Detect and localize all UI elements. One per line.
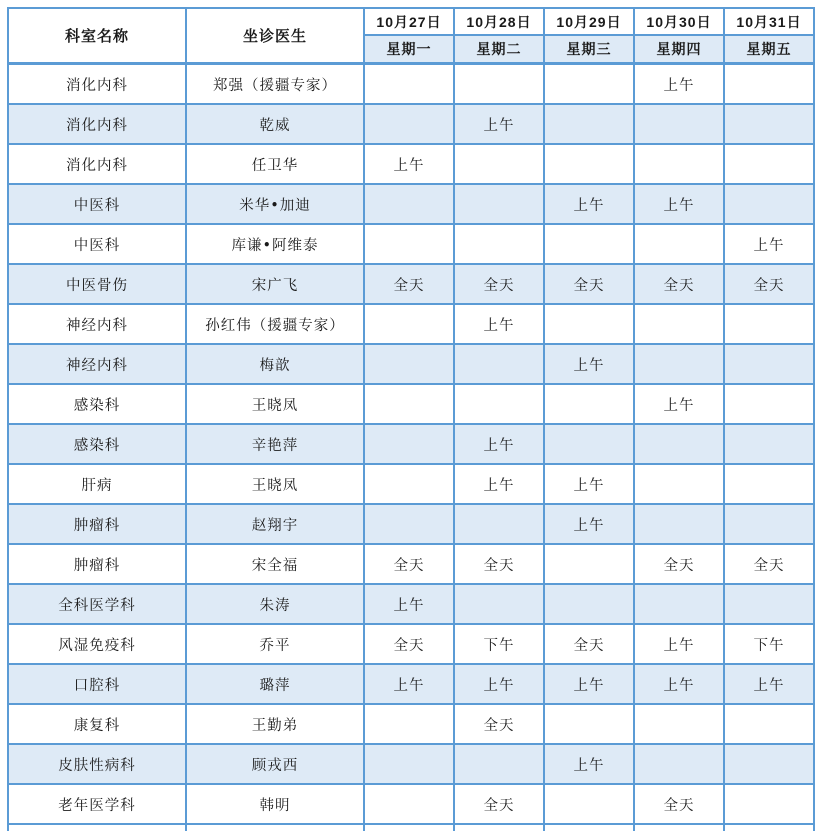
schedule-cell — [454, 64, 544, 105]
table-header — [8, 8, 814, 64]
table-row — [8, 504, 814, 544]
schedule-cell — [544, 424, 634, 464]
department-cell: 消化内科 — [8, 144, 186, 184]
schedule-cell: 上午 — [724, 224, 814, 264]
schedule-cell — [634, 744, 724, 784]
doctor-cell: 赵翔宇 — [186, 504, 364, 544]
doctor-cell: 孙红伟（援疆专家） — [186, 304, 364, 344]
schedule-cell: 下午 — [454, 624, 544, 664]
schedule-cell: 全天 — [724, 544, 814, 584]
department-cell: 神经内科 — [8, 304, 186, 344]
schedule-table — [7, 7, 815, 831]
schedule-cell — [454, 384, 544, 424]
schedule-cell — [544, 544, 634, 584]
department-cell: 风湿免疫科 — [8, 624, 186, 664]
schedule-cell: 上午 — [364, 584, 454, 624]
doctor-cell: 王晓凤 — [186, 464, 364, 504]
schedule-cell — [364, 184, 454, 224]
schedule-cell — [364, 344, 454, 384]
header-date-2: 10月28日 — [454, 8, 544, 35]
table-row — [8, 424, 814, 464]
schedule-cell: 全天 — [364, 544, 454, 584]
schedule-cell — [544, 144, 634, 184]
doctor-cell: 库谦•阿维泰 — [186, 224, 364, 264]
schedule-cell: 上午 — [634, 184, 724, 224]
schedule-cell — [724, 704, 814, 744]
empty-cell — [724, 824, 814, 831]
table-row — [8, 264, 814, 304]
header-date-5: 10月31日 — [724, 8, 814, 35]
empty-cell — [8, 824, 186, 831]
schedule-cell — [544, 104, 634, 144]
table-row — [8, 624, 814, 664]
schedule-cell — [724, 144, 814, 184]
schedule-cell — [454, 224, 544, 264]
department-cell: 消化内科 — [8, 64, 186, 105]
schedule-cell: 全天 — [724, 264, 814, 304]
col-header-department: 科室名称 — [8, 8, 186, 64]
department-cell: 全科医学科 — [8, 584, 186, 624]
schedule-cell — [634, 144, 724, 184]
doctor-cell: 梅歆 — [186, 344, 364, 384]
schedule-cell — [634, 344, 724, 384]
header-weekday-4: 星期四 — [634, 35, 724, 64]
doctor-cell: 璐萍 — [186, 664, 364, 704]
schedule-cell — [724, 104, 814, 144]
schedule-cell: 上午 — [724, 664, 814, 704]
table-row — [8, 224, 814, 264]
schedule-cell — [364, 384, 454, 424]
header-weekday-3: 星期三 — [544, 35, 634, 64]
schedule-cell: 全天 — [634, 264, 724, 304]
empty-cell — [186, 824, 364, 831]
schedule-cell — [724, 64, 814, 105]
header-date-4: 10月30日 — [634, 8, 724, 35]
schedule-cell — [364, 504, 454, 544]
department-cell: 肿瘤科 — [8, 544, 186, 584]
doctor-cell: 顾戎西 — [186, 744, 364, 784]
doctor-cell: 米华•加迪 — [186, 184, 364, 224]
schedule-cell: 上午 — [544, 344, 634, 384]
schedule-cell: 全天 — [634, 544, 724, 584]
schedule-cell — [634, 504, 724, 544]
doctor-cell: 辛艳萍 — [186, 424, 364, 464]
table-row — [8, 584, 814, 624]
schedule-cell: 上午 — [634, 624, 724, 664]
doctor-cell: 任卫华 — [186, 144, 364, 184]
schedule-cell — [634, 464, 724, 504]
schedule-cell: 全天 — [454, 704, 544, 744]
schedule-cell — [634, 304, 724, 344]
schedule-cell — [634, 704, 724, 744]
schedule-cell — [454, 344, 544, 384]
department-cell: 肿瘤科 — [8, 504, 186, 544]
empty-cell — [544, 824, 634, 831]
header-weekday-5: 星期五 — [724, 35, 814, 64]
department-cell: 感染科 — [8, 424, 186, 464]
doctor-cell: 宋全福 — [186, 544, 364, 584]
schedule-cell — [724, 304, 814, 344]
department-cell: 消化内科 — [8, 104, 186, 144]
table-row — [8, 104, 814, 144]
schedule-cell: 上午 — [544, 744, 634, 784]
department-cell: 神经内科 — [8, 344, 186, 384]
schedule-cell — [724, 384, 814, 424]
schedule-cell: 上午 — [454, 664, 544, 704]
table-row — [8, 184, 814, 224]
table-row — [8, 384, 814, 424]
table-row — [8, 784, 814, 824]
schedule-cell — [364, 224, 454, 264]
doctor-cell: 韩明 — [186, 784, 364, 824]
schedule-cell: 全天 — [544, 624, 634, 664]
schedule-cell — [454, 504, 544, 544]
department-cell: 康复科 — [8, 704, 186, 744]
schedule-cell: 下午 — [724, 624, 814, 664]
schedule-cell: 上午 — [634, 64, 724, 105]
schedule-cell: 上午 — [454, 464, 544, 504]
schedule-cell — [544, 784, 634, 824]
schedule-cell — [544, 64, 634, 105]
doctor-cell: 乾威 — [186, 104, 364, 144]
department-cell: 中医科 — [8, 184, 186, 224]
schedule-cell — [454, 744, 544, 784]
schedule-cell — [364, 424, 454, 464]
schedule-cell: 全天 — [544, 264, 634, 304]
empty-cell — [454, 824, 544, 831]
schedule-cell — [724, 424, 814, 464]
schedule-cell — [364, 64, 454, 105]
schedule-cell — [454, 584, 544, 624]
doctor-cell: 宋广飞 — [186, 264, 364, 304]
schedule-cell: 上午 — [454, 104, 544, 144]
header-date-1: 10月27日 — [364, 8, 454, 35]
empty-cell — [634, 824, 724, 831]
header-date-row — [8, 8, 814, 35]
schedule-cell — [454, 144, 544, 184]
department-cell: 感染科 — [8, 384, 186, 424]
schedule-cell — [634, 104, 724, 144]
schedule-cell — [364, 304, 454, 344]
schedule-cell: 上午 — [544, 664, 634, 704]
schedule-cell — [724, 344, 814, 384]
schedule-cell — [544, 384, 634, 424]
doctor-cell: 朱涛 — [186, 584, 364, 624]
table-row — [8, 344, 814, 384]
table-row-partial — [8, 824, 814, 831]
table-row — [8, 744, 814, 784]
schedule-cell — [634, 224, 724, 264]
schedule-cell: 全天 — [364, 624, 454, 664]
schedule-cell: 全天 — [454, 264, 544, 304]
empty-cell — [364, 824, 454, 831]
schedule-cell — [724, 464, 814, 504]
department-cell: 中医科 — [8, 224, 186, 264]
schedule-cell: 上午 — [544, 464, 634, 504]
table-row — [8, 144, 814, 184]
department-cell: 老年医学科 — [8, 784, 186, 824]
department-cell: 中医骨伤 — [8, 264, 186, 304]
table-row — [8, 664, 814, 704]
table-row — [8, 704, 814, 744]
table-row — [8, 544, 814, 584]
table-row — [8, 464, 814, 504]
schedule-cell: 上午 — [364, 664, 454, 704]
doctor-cell: 王勤弟 — [186, 704, 364, 744]
schedule-cell — [364, 704, 454, 744]
table-row — [8, 304, 814, 344]
schedule-cell — [544, 584, 634, 624]
schedule-cell: 全天 — [364, 264, 454, 304]
schedule-cell — [724, 184, 814, 224]
header-weekday-2: 星期二 — [454, 35, 544, 64]
schedule-cell: 上午 — [544, 184, 634, 224]
schedule-cell — [544, 704, 634, 744]
schedule-cell: 上午 — [454, 424, 544, 464]
header-weekday-1: 星期一 — [364, 35, 454, 64]
schedule-cell — [724, 744, 814, 784]
schedule-cell: 上午 — [634, 384, 724, 424]
schedule-cell — [544, 224, 634, 264]
department-cell: 肝病 — [8, 464, 186, 504]
table-row — [8, 64, 814, 105]
doctor-cell: 郑强（援疆专家） — [186, 64, 364, 105]
schedule-cell — [364, 104, 454, 144]
schedule-cell: 上午 — [634, 664, 724, 704]
schedule-cell: 全天 — [454, 544, 544, 584]
schedule-cell — [454, 184, 544, 224]
schedule-cell: 全天 — [454, 784, 544, 824]
schedule-cell — [364, 464, 454, 504]
schedule-cell: 上午 — [544, 504, 634, 544]
schedule-cell — [724, 784, 814, 824]
schedule-cell — [364, 784, 454, 824]
schedule-cell: 全天 — [634, 784, 724, 824]
doctor-cell: 乔平 — [186, 624, 364, 664]
department-cell: 口腔科 — [8, 664, 186, 704]
schedule-cell: 上午 — [454, 304, 544, 344]
department-cell: 皮肤性病科 — [8, 744, 186, 784]
schedule-cell — [634, 584, 724, 624]
schedule-cell: 上午 — [364, 144, 454, 184]
schedule-cell — [364, 744, 454, 784]
schedule-cell — [724, 504, 814, 544]
col-header-doctor: 坐诊医生 — [186, 8, 364, 64]
table-body — [8, 64, 814, 831]
schedule-cell — [724, 584, 814, 624]
header-date-3: 10月29日 — [544, 8, 634, 35]
doctor-cell: 王晓凤 — [186, 384, 364, 424]
schedule-cell — [544, 304, 634, 344]
schedule-cell — [634, 424, 724, 464]
